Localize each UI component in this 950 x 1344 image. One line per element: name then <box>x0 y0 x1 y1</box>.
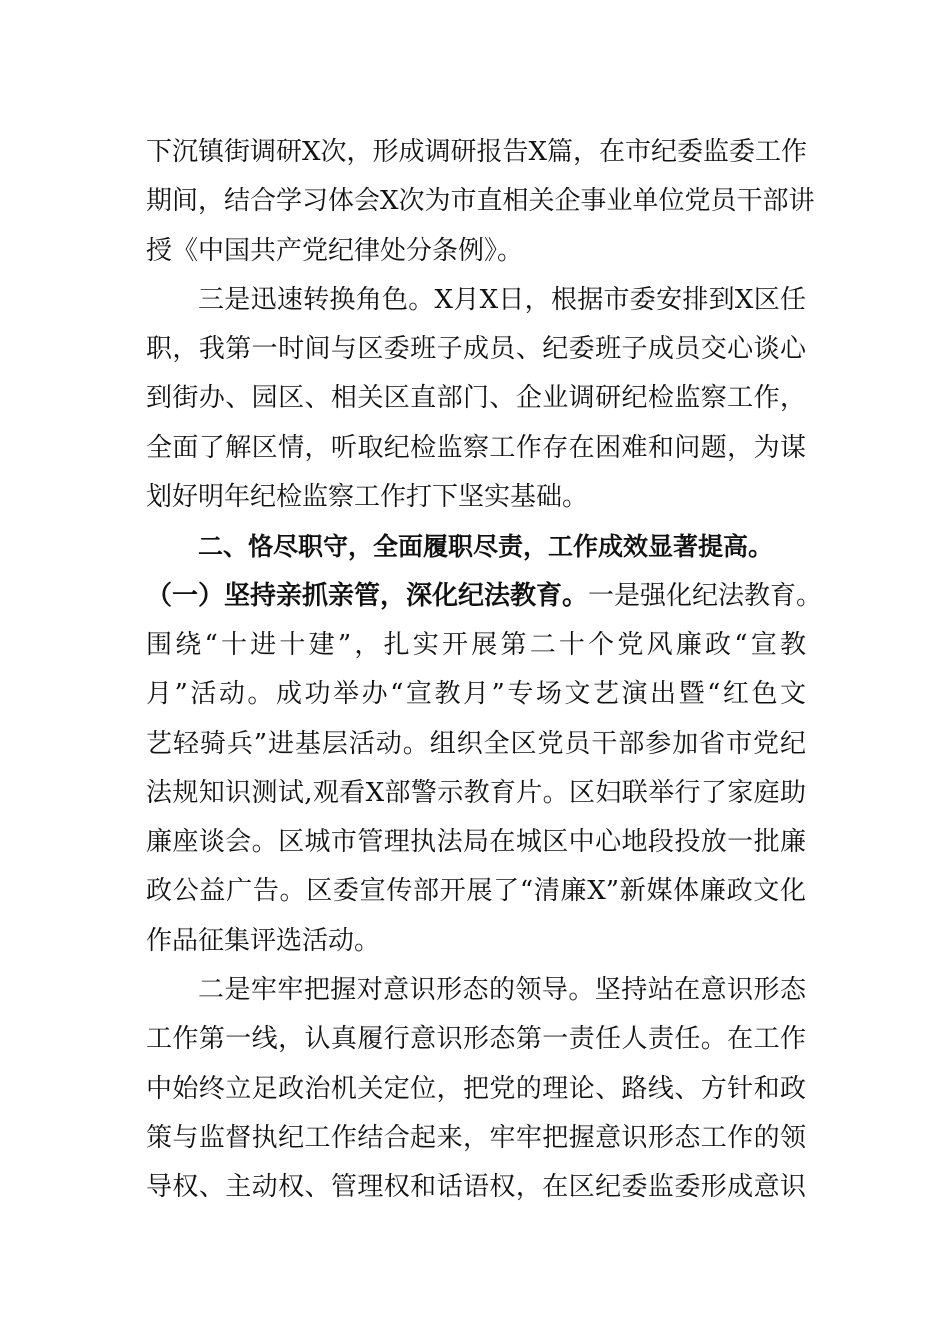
text-line: 法规知识测试,观看X部警示教育片。区妇联举行了家庭助 <box>146 777 806 808</box>
text-line: 廉座谈会。区城市管理执法局在城区中心地段投放一批廉 <box>146 827 806 858</box>
document-body <box>146 128 823 1213</box>
text-line: 导权、主动权、管理权和话语权，在区纪委监委形成意识 <box>146 1172 806 1203</box>
text-line: 期间，结合学习体会X次为市直相关企事业单位党员干部讲 <box>146 186 815 217</box>
text-line: 全面了解区情，听取纪检监察工作存在困难和问题，为谋 <box>146 432 806 463</box>
subsection-heading: （一）坚持亲抓亲管，深化纪法教育。 <box>146 580 589 611</box>
text-line: 职，我第一时间与区委班子成员、纪委班子成员交心谈心 <box>146 334 806 365</box>
text-line: 政公益广告。区委宣传部开展了“清廉X”新媒体廉政文化 <box>146 876 806 907</box>
text-line: 策与监督执纪工作结合起来，牢牢把握意识形态工作的领 <box>146 1122 806 1153</box>
text-line: 作品征集评选活动。 <box>146 925 381 956</box>
section-heading: 二、恪尽职守，全面履职尽责，工作成效显著提高。 <box>198 532 774 562</box>
text-line: 月”活动。成功举办“宣教月”专场文艺演出暨“红色文 <box>146 679 806 710</box>
subsection-line <box>146 572 823 621</box>
text-line: 工作第一线，认真履行意识形态第一责任人责任。在工作 <box>146 1024 806 1055</box>
text-line: 艺轻骑兵”进基层活动。组织全区党员干部参加省市党纪 <box>146 728 806 759</box>
text-line: 围绕“十进十建”，扎实开展第二十个党风廉政“宣教 <box>146 629 806 660</box>
paragraph-start-line: 二是牢牢把握对意识形态的领导。坚持站在意识形态 <box>198 975 806 1006</box>
text-line: 中始终立足政治机关定位，把党的理论、路线、方针和政 <box>146 1073 806 1104</box>
paragraph-start-line: 三是迅速转换角色。X月X日，根据市委安排到X区任 <box>198 284 806 315</box>
text-line: 划好明年纪检监察工作打下坚实基础。 <box>146 482 589 513</box>
text-line: 到街办、园区、相关区直部门、企业调研纪检监察工作， <box>146 383 806 414</box>
text-line: 下沉镇街调研X次，形成调研报告X篇，在市纪委监委工作 <box>146 137 808 167</box>
text-line: 授《中国共产党纪律处分条例》。 <box>146 235 524 266</box>
subsection-text: 一是强化纪法教育。 <box>588 580 823 611</box>
